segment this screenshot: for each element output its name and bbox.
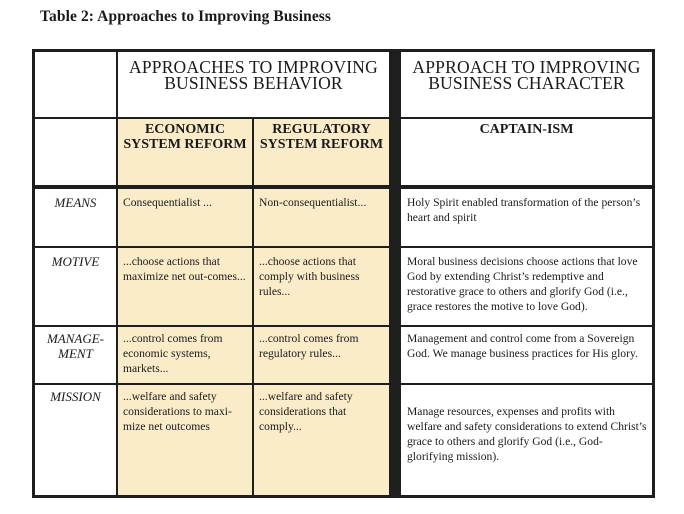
cell-mission-regulatory: ...welfare and safety considerations that comply... (254, 385, 389, 495)
header-character: APPROACH TO IMPROVING BUSINESS CHARACTER (401, 52, 652, 117)
cell-mission-economic: ...welfare and safety considerations to maxi-mize net outcomes (118, 385, 252, 495)
empty-corner-cell (35, 52, 116, 117)
row-label-motive: MOTIVE (35, 248, 116, 325)
approaches-table (32, 49, 655, 498)
header-captainism: CAPTAIN-ISM (401, 119, 652, 185)
empty-label-cell (35, 119, 116, 185)
header-economic: ECONOMIC SYSTEM REFORM (118, 119, 252, 185)
cell-means-economic: Consequentialist ... (118, 189, 252, 246)
header-behavior: APPROACHES TO IMPROVING BUSINESS BEHAVIOR (118, 52, 389, 117)
cell-motive-character: Moral business decisions choose actions that love God by extending Christ’s redemptive and restorative grace to others and glorify God (i.e., grace restores the motive to love God). (401, 248, 652, 325)
header-regulatory: REGULATORY SYSTEM REFORM (254, 119, 389, 185)
cell-motive-regulatory: ...choose actions that comply with business rules... (254, 248, 389, 325)
cell-means-regulatory: Non-consequentialist... (254, 189, 389, 246)
cell-management-regulatory: ...control comes from regulatory rules... (254, 327, 389, 383)
cell-motive-economic: ...choose actions that maximize net out-comes... (118, 248, 252, 325)
table-caption: Table 2: Approaches to Improving Business (40, 8, 332, 25)
cell-means-character: Holy Spirit enabled transformation of the person’s heart and spirit (401, 189, 652, 246)
row-label-means: MEANS (35, 189, 116, 246)
cell-management-economic: ...control comes from economic systems, markets... (118, 327, 252, 383)
row-label-mission: MISSION (35, 385, 116, 495)
cell-mission-character: Manage resources, expenses and profits with welfare and safety considerations to extend Christ’s grace to others and glorify God (i.e., God-glorifying mission). (401, 385, 652, 495)
cell-management-character: Management and control come from a Sovereign God. We manage business practices for His glory. (401, 327, 652, 383)
row-label-management: MANAGE-MENT (35, 327, 116, 383)
